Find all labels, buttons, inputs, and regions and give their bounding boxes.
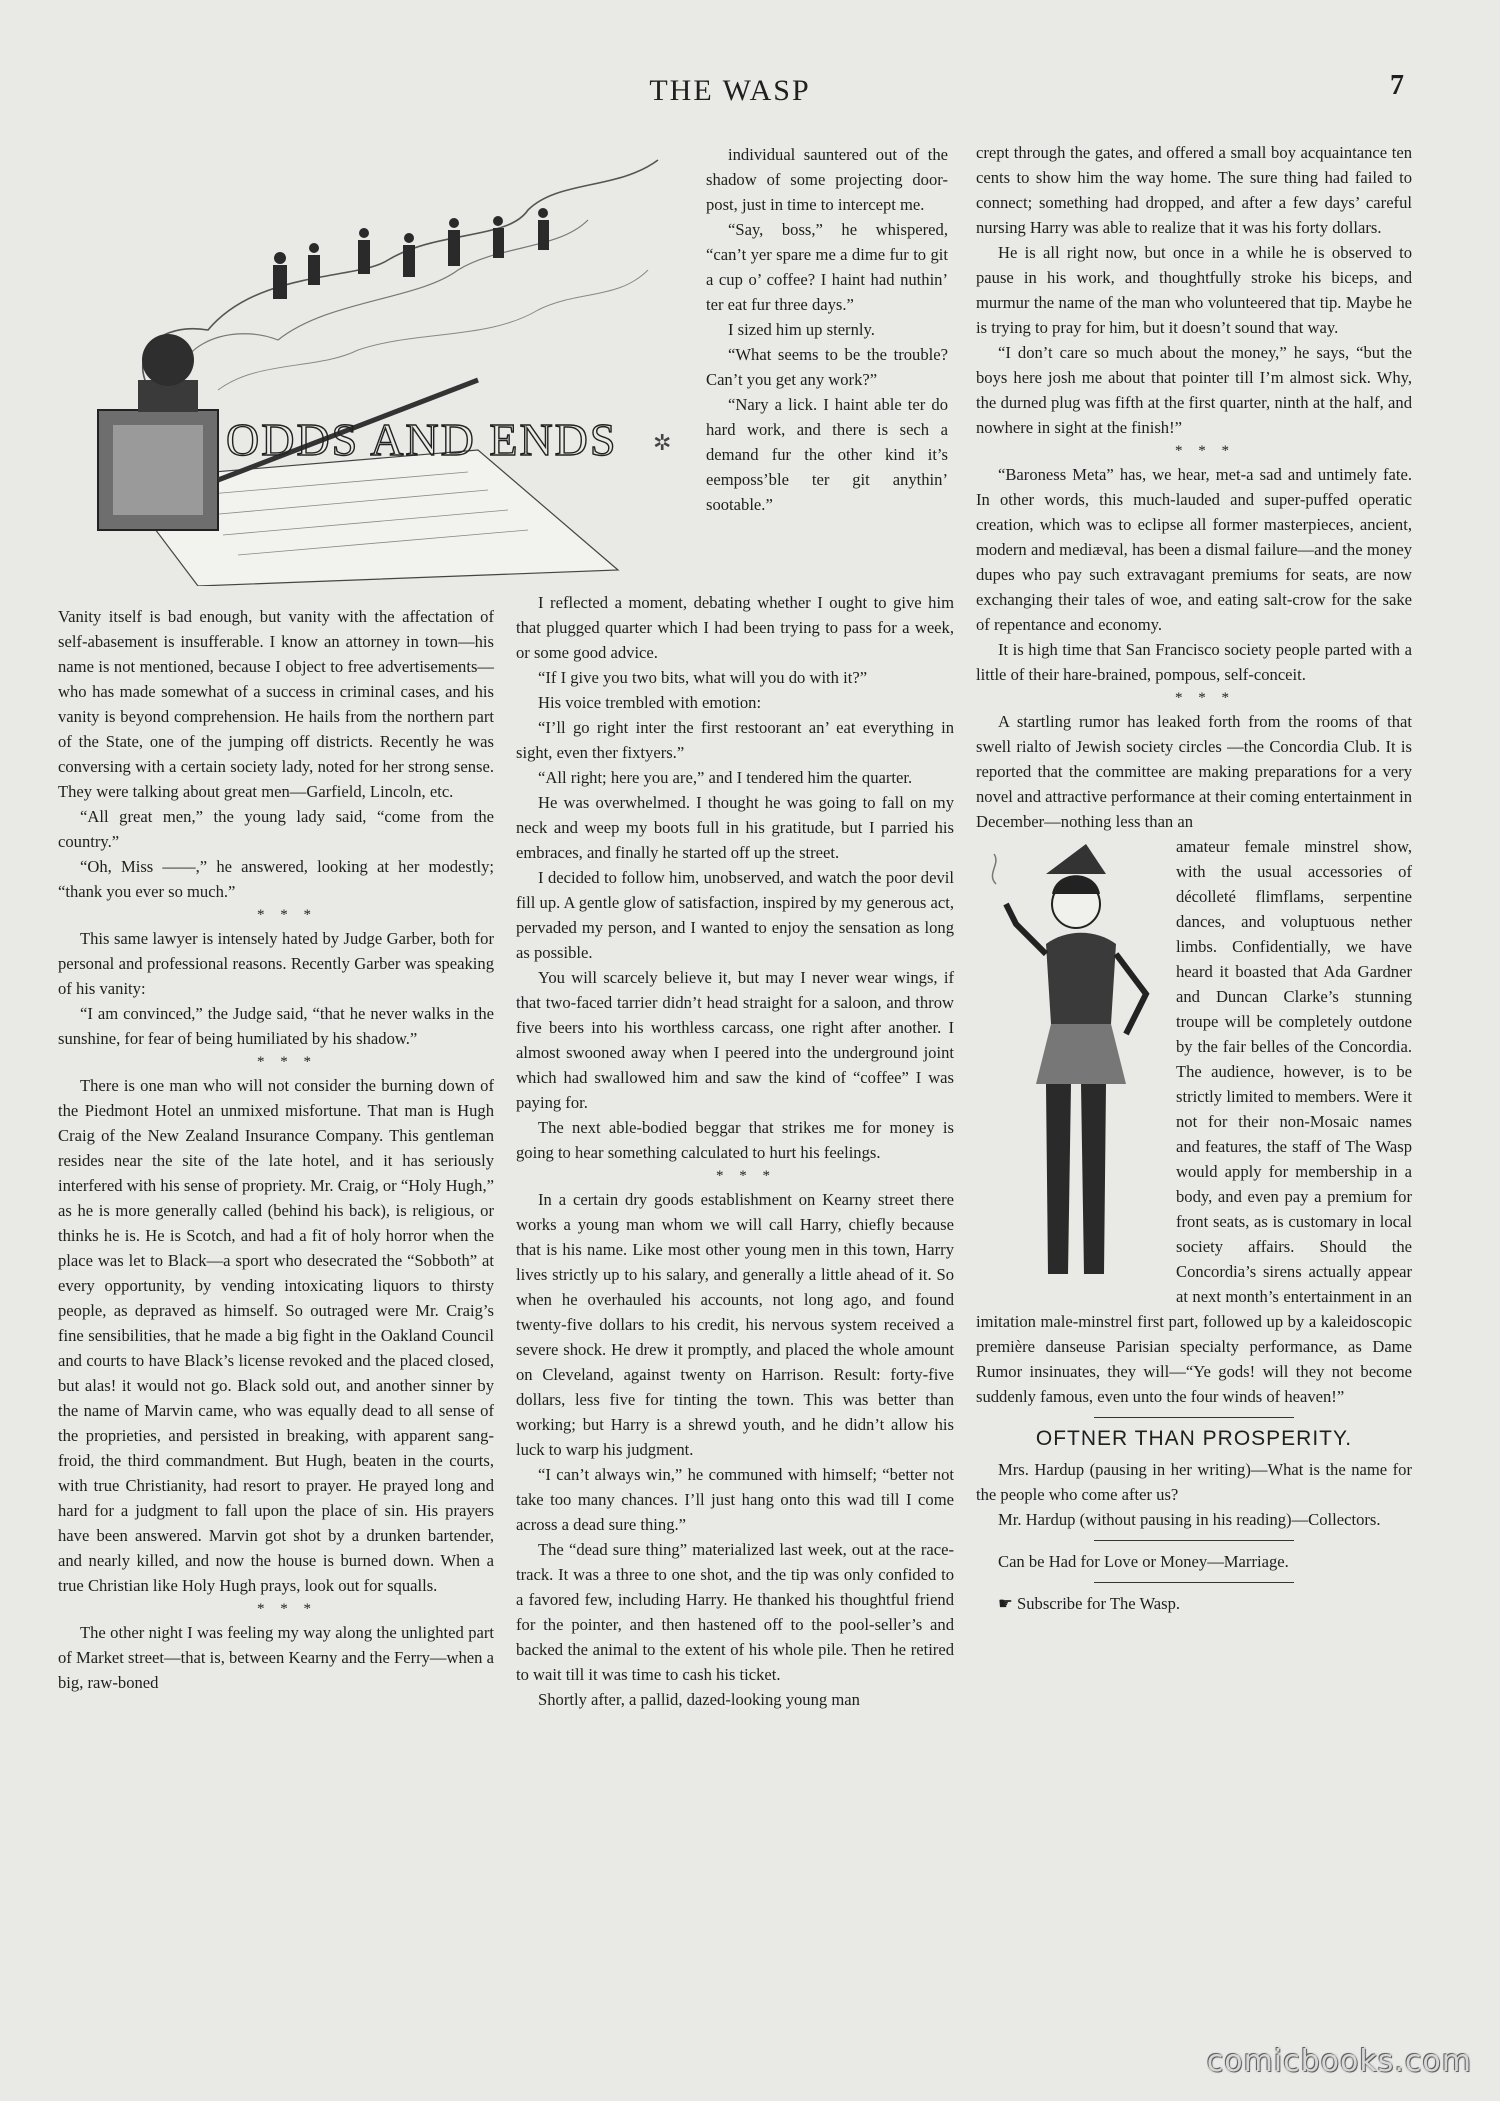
- paragraph: Can be Had for Love or Money—Marriage.: [998, 1552, 1289, 1571]
- paragraph: The “dead sure thing” materialized last week, out at the race-track. It was a three to one shot, and the tip was only confided to a favored few, including Harry. He thanked his thoughtful friend for the pointer, and then hastened off to the pool-seller’s and backed the animal to the extent of his whole pile. Then he retired to wait till it was time to cash his ticket.: [516, 1540, 954, 1684]
- subheading: OFTNER THAN PROSPERITY.: [1035, 1427, 1353, 1450]
- paragraph: “I am convinced,” the Judge said, “that he never walks in the sunshine, for fear of being humiliated by his shadow.”: [58, 1004, 494, 1048]
- paragraph: I sized him up sternly.: [728, 320, 875, 339]
- paragraph: “Baroness Meta” has, we hear, met-a sad and untimely fate. In other words, this much-lauded and super-puffed operatic creation, which was to eclipse all former masterpieces, ancient, modern and mediæval, has been a dismal failure—and the money dupes who pay such extravagant premiums for seats, are now exchanging their tales of woe, and eating salt-crow for the sake of repentance and economy.: [976, 465, 1412, 634]
- paragraph: “Nary a lick. I haint able ter do hard work, and there is sech a demand fur the other kind it’s eemposs’ble ter git anythin’ sootable.”: [706, 395, 948, 514]
- paragraph: amateur female minstrel show, with the usual accessories of décolleté flimflams, serpentine dances, and voluptuous nether limbs. Confidentially, we have heard it boasted that Ada Gardner and Duncan Clarke’s stunning troupe will be completely outdone by the fair belles of the Concordia. The audience, however, is to be strictly limited to members. Were it not for their non-Mosaic names and features, the staff of The Wasp would apply for membership in a body, and even pay a premium for front seats, as is customary in local society affairs. Should the Concordia’s sirens actually appear at next month’s entertainment in an imitation male-minstrel first part, followed up by a kaleidoscopic première danseuse Parisian specialty performance, as Dame Rumor insinuates, they will—“Ye gods! will they not become suddenly famous, even unto the four winds of heaven!”: [976, 837, 1412, 1406]
- horizontal-rule: [1094, 1540, 1294, 1541]
- paragraph: Mrs. Hardup (pausing in her writing)—What is the name for the people who come after us?: [976, 1460, 1412, 1504]
- paragraph: Shortly after, a pallid, dazed-looking young man: [538, 1690, 860, 1709]
- section-divider-asterisks: * * *: [257, 1601, 317, 1617]
- paragraph: “Oh, Miss ——,” he answered, looking at her modestly; “thank you ever so much.”: [58, 857, 494, 901]
- paragraph: His voice trembled with emotion:: [538, 693, 762, 712]
- watermark-text: comicbooks.com: [1206, 2044, 1472, 2079]
- paragraph: You will scarcely believe it, but may I never wear wings, if that two-faced tarrier didn’t head straight for a saloon, and throw five beers into his worthless carcass, one right after another. I almost swooned away when I peered into the underground joint which had swallowed him and saw the kind of “coffee” I was paying for.: [516, 968, 954, 1112]
- odds-and-ends-illustration: [58, 150, 704, 586]
- paragraph: I decided to follow him, unobserved, and watch the poor devil fill up. A gentle glow of satisfaction, inspired by my generous act, pervaded my person, and I wanted to enjoy the sensation as long as possible.: [516, 868, 954, 962]
- paragraph: It is high time that San Francisco society people parted with a little of their hare-brained, pompous, self-conceit.: [976, 640, 1412, 684]
- paragraph: “All great men,” the young lady said, “come from the country.”: [58, 807, 494, 851]
- section-divider-asterisks: * * *: [257, 907, 317, 923]
- paragraph: “Say, boss,” he whispered, “can’t yer spare me a dime fur to git a cup o’ coffee? I haint had nuthin’ ter eat fur three days.”: [706, 220, 948, 314]
- horizontal-rule: [1094, 1417, 1294, 1418]
- paragraph: This same lawyer is intensely hated by Judge Garber, both for personal and professional reasons. Recently Garber was speaking of his vanity:: [58, 929, 494, 998]
- odds-and-ends-title: ODDS AND ENDS: [226, 414, 618, 465]
- paragraph: Vanity itself is bad enough, but vanity with the affectation of self-abasement is insufferable. I know an attorney in town—his name is not mentioned, because I object to free advertisements—who has made somewhat of a success in criminal cases, and his vanity is beyond comprehension. He hails from the northern part of the State, one of the jumping off districts. Recently he was conversing with a certain society lady, noted for her strong sense. They were talking about great men—Garfield, Lincoln, etc.: [58, 607, 494, 801]
- paragraph: ☛ Subscribe for The Wasp.: [998, 1594, 1181, 1613]
- paragraph: “What seems to be the trouble? Can’t you get any work?”: [706, 345, 948, 389]
- paragraph: The next able-bodied beggar that strikes me for money is going to hear something calculated to hurt his feelings.: [516, 1118, 954, 1162]
- column-3: [976, 140, 1412, 1616]
- paragraph: There is one man who will not consider the burning down of the Piedmont Hotel an unmixed misfortune. That man is Hugh Craig of the New Zealand Insurance Company. This gentleman resides near the site of the late hotel, and it has seriously interfered with his sense of propriety. Mr. Craig, or “Holy Hugh,” as he is more generally called (behind his back), is religious, or thinks he is. He is Scotch, and had a fit of holy horror when the place was let to Black—a sport who desecrated the “Sobboth” at every opportunity, by vending intoxicating liquors to thirsty people, as depraved as himself. So outraged were Mr. Craig’s fine sensibilities, that he made a big fight in the Oakland Council and courts to have Black’s license revoked and the placed closed, but alas! it would not go. Black sold out, and another sinner by the name of Marvin came, who was equally dead to all sense of the proprieties, and persisted in breaking, with apparent sang-froid, the third commandment. But Hugh, beaten in the courts, with true Christianity, had resort to prayer. He prayed long and hard for a judgment to fall upon the place of sin. His prayers have been answered. Marvin got shot by a drunken bartender, and nearly killed, and now the house is burned down. When a true Christian like Holy Hugh prays, look out for squalls.: [58, 1076, 494, 1595]
- paragraph: “I’ll go right inter the first restoorant an’ eat everything in sight, even ther fixtyers.”: [516, 718, 954, 762]
- paragraph: The other night I was feeling my way along the unlighted part of Market street—that is, between Kearny and the Ferry—when a big, raw-boned: [58, 1623, 494, 1692]
- paragraph: individual sauntered out of the shadow of some projecting door-post, just in time to intercept me.: [706, 145, 948, 214]
- paragraph: He was overwhelmed. I thought he was going to fall on my neck and weep my boots full in his gratitude, but I parried his embraces, and finally he started off up the street.: [516, 793, 954, 862]
- paragraph: “All right; here you are,” and I tendered him the quarter.: [538, 768, 913, 787]
- paragraph: “I can’t always win,” he communed with himself; “better not take too many chances. I’ll just hang onto this wad till I come across a dead sure thing.”: [516, 1465, 954, 1534]
- paragraph: He is all right now, but once in a while he is observed to pause in his work, and thoughtfully stroke his biceps, and murmur the name of the man who volunteered that tip. Maybe he is trying to pray for him, but it doesn’t sound that way.: [976, 243, 1412, 337]
- paragraph: I reflected a moment, debating whether I ought to give him that plugged quarter which I had been trying to pass for a week, or some good advice.: [516, 593, 954, 662]
- column-2-top: [706, 142, 948, 517]
- page-number: 7: [1390, 70, 1404, 101]
- section-divider-asterisks: * * *: [1175, 690, 1235, 706]
- column-2: [516, 590, 954, 1712]
- svg-text:✲: ✲: [653, 430, 672, 455]
- paragraph: Mr. Hardup (without pausing in his reading)—Collectors.: [998, 1510, 1381, 1529]
- minstrel-girl-illustration: [976, 834, 1168, 1304]
- section-divider-asterisks: * * *: [716, 1168, 776, 1184]
- column-1: [58, 604, 494, 1695]
- paragraph: In a certain dry goods establishment on Kearny street there works a young man whom we will call Harry, chiefly because that is his name. Like most other young men in this town, Harry lives strictly up to his salary, and generally a little ahead of it. So when he overhauled his accounts, not long ago, and found twenty-five dollars to his credit, his nervous system received a severe shock. He drew it promptly, and placed the whole amount on Cleveland, against twenty on Harrison. Result: forty-five dollars, less five for tinting the town. This was better than working; but Harry is a shrewd youth, and he didn’t allow his luck to warp his judgment.: [516, 1190, 954, 1459]
- page-header-title: THE WASP: [649, 74, 811, 107]
- paragraph: A startling rumor has leaked forth from the rooms of that swell rialto of Jewish society circles —the Concordia Club. It is reported that the committee are making preparations for a very novel and attractive performance at their coming entertainment in December—nothing less than an: [976, 712, 1412, 831]
- paragraph: crept through the gates, and offered a small boy acquaintance ten cents to show him the way home. The sure thing had failed to connect; something had dropped, and after a few days’ careful nursing Harry was able to realize that it was his forty dollars.: [976, 143, 1412, 237]
- paragraph: “I don’t care so much about the money,” he says, “but the boys here josh me about that pointer till I’m almost sick. Why, the durned plug was fifth at the first quarter, ninth at the half, and nowhere in sight at the finish!”: [976, 343, 1412, 437]
- paragraph: “If I give you two bits, what will you do with it?”: [538, 668, 868, 687]
- section-divider-asterisks: * * *: [1175, 443, 1235, 459]
- section-divider-asterisks: * * *: [257, 1054, 317, 1070]
- horizontal-rule: [1094, 1582, 1294, 1583]
